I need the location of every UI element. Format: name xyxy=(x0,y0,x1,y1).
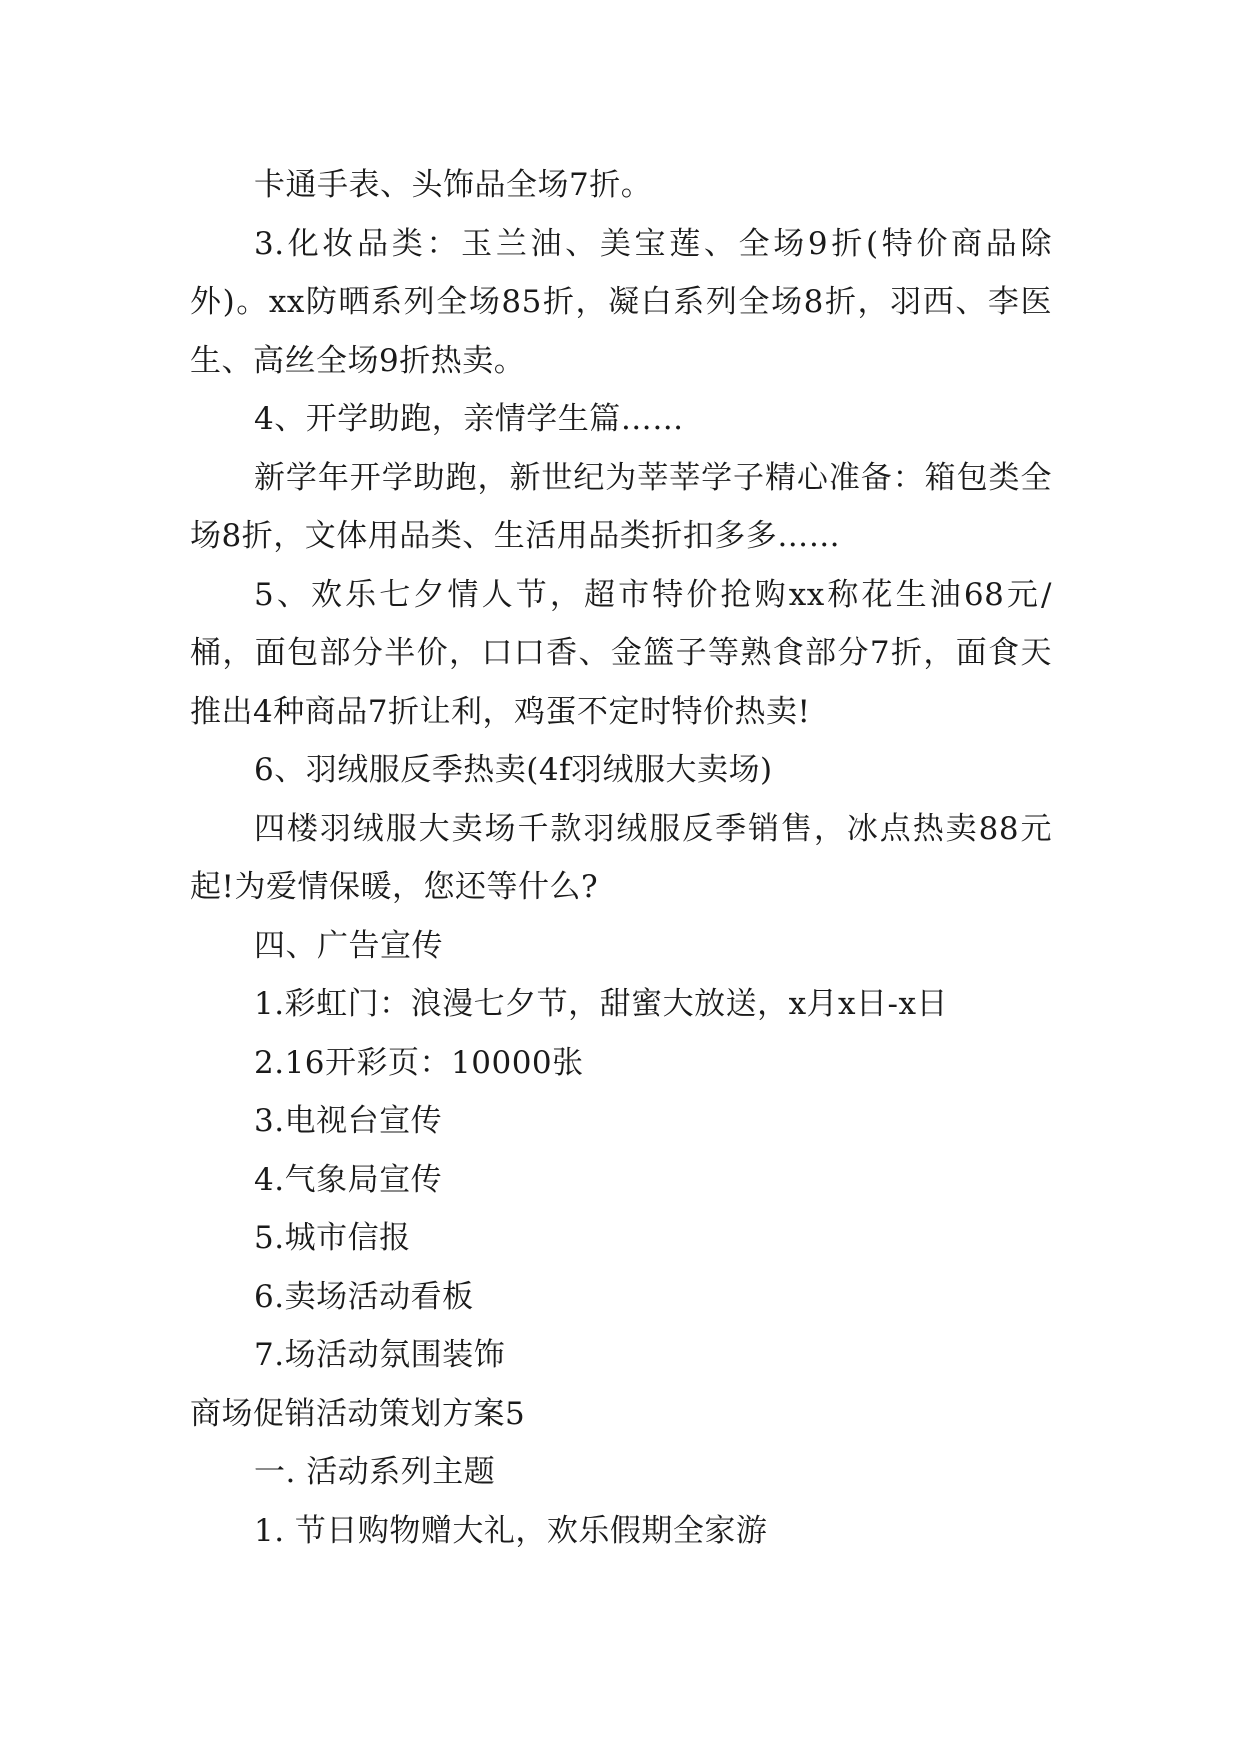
section-heading: 一. 活动系列主题 xyxy=(254,1454,496,1490)
document-title: 商场促销活动策划方案5 xyxy=(190,1395,526,1432)
paragraph: 四楼羽绒服大卖场千款羽绒服反季销售，冰点热卖88元起!为爱情保暖，您还等什么? xyxy=(190,810,1052,905)
paragraph: 5、欢乐七夕情人节，超市特价抢购xx称花生油68元/桶，面包部分半价，口口香、金篮子等熟食部分7折，面食天推出4种商品7折让利，鸡蛋不定时特价热卖! xyxy=(190,576,1052,730)
paragraph: 4、开学助跑，亲情学生篇…… xyxy=(254,401,684,437)
list-item: 3.电视台宣传 xyxy=(254,1103,443,1139)
list-item: 1. 节日购物赠大礼，欢乐假期全家游 xyxy=(254,1512,768,1549)
paragraph: 新学年开学助跑，新世纪为莘莘学子精心准备：箱包类全场8折，文体用品类、生活用品类折扣多多…… xyxy=(190,459,1052,554)
list-item: 1.彩虹门：浪漫七夕节，甜蜜大放送，x月x日-x日 xyxy=(254,986,948,1022)
list-item: 7.场活动氛围装饰 xyxy=(254,1337,506,1373)
section-heading: 四、广告宣传 xyxy=(254,927,443,964)
list-item: 4.气象局宣传 xyxy=(254,1161,443,1198)
paragraph: 6、羽绒服反季热卖(4f羽绒服大卖场) xyxy=(254,752,773,788)
paragraph: 卡通手表、头饰品全场7折。 xyxy=(254,167,653,203)
paragraph: 3.化妆品类：玉兰油、美宝莲、全场9折(特价商品除外)。xx防晒系列全场85折，凝白系列全场8折，羽西、李医生、高丝全场9折热卖。 xyxy=(190,225,1052,379)
document-body xyxy=(190,156,1052,1560)
list-item: 2.16开彩页：10000张 xyxy=(254,1044,584,1081)
list-item: 6.卖场活动看板 xyxy=(254,1278,474,1315)
list-item: 5.城市信报 xyxy=(254,1220,411,1256)
